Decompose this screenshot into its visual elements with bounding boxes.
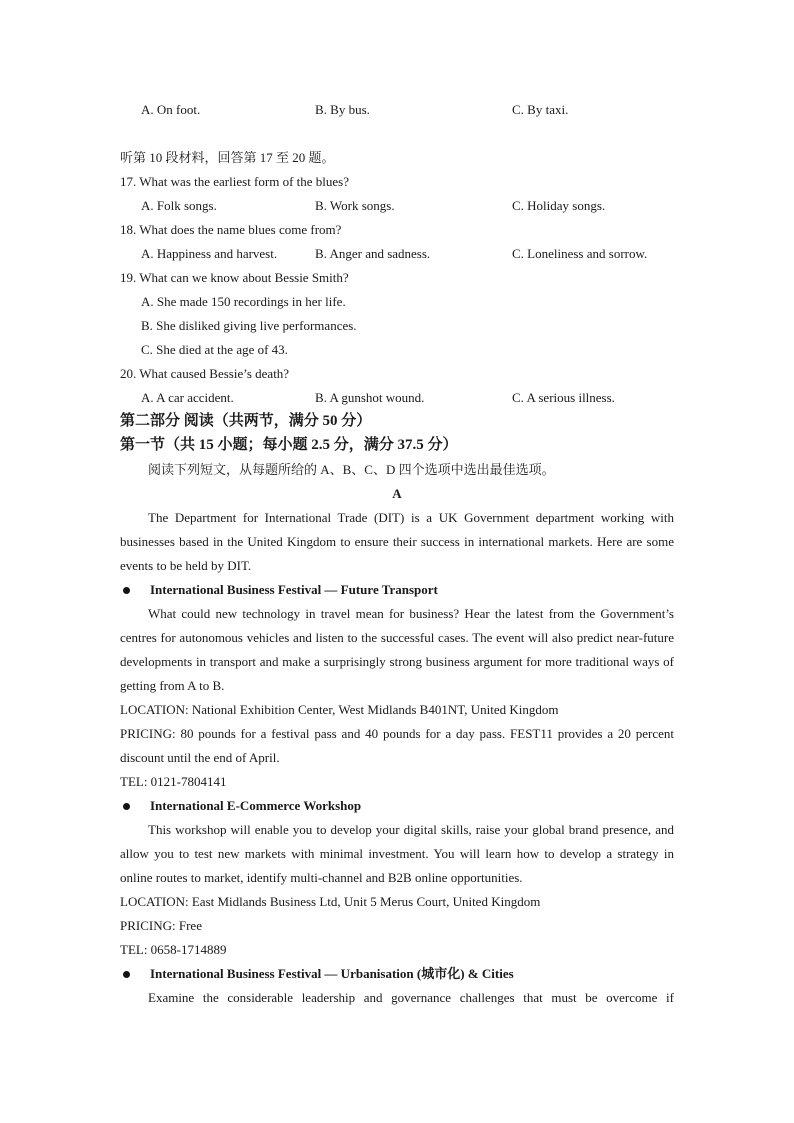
event-1-title: International Business Festival — Future Transport bbox=[150, 582, 438, 597]
reading-instructions: 阅读下列短文，从每题所给的 A、B、C、D 四个选项中选出最佳选项。 bbox=[148, 462, 555, 477]
q18-stem: 18. What does the name blues come from? bbox=[120, 222, 342, 237]
q17-options bbox=[141, 194, 701, 218]
bullet-icon bbox=[123, 587, 130, 594]
bullet-icon bbox=[123, 803, 130, 810]
q20-option-a: A. A car accident. bbox=[141, 390, 234, 405]
passage-label: A bbox=[392, 486, 402, 501]
q19-option-b: B. She disliked giving live performances. bbox=[141, 318, 357, 333]
event-3-title: International Business Festival — Urbanisation (城市化) & Cities bbox=[150, 966, 514, 981]
event-1-pricing: PRICING: 80 pounds for a festival pass and 40 pounds for a day pass. FEST11 provides a 20 percent discount until the end of April. bbox=[120, 726, 674, 765]
event-2-title-row bbox=[120, 794, 674, 818]
event-3-body: Examine the considerable leadership and governance challenges that must be overcome if bbox=[148, 990, 674, 1005]
q16-option-b: B. By bus. bbox=[315, 102, 370, 117]
q19-option-c: C. She died at the age of 43. bbox=[141, 342, 288, 357]
q16-options bbox=[141, 98, 701, 122]
event-2-pricing: PRICING: Free bbox=[120, 918, 202, 933]
q17-option-a: A. Folk songs. bbox=[141, 198, 217, 213]
q17-option-b: B. Work songs. bbox=[315, 198, 395, 213]
q17-stem: 17. What was the earliest form of the blues? bbox=[120, 174, 349, 189]
q20-option-c: C. A serious illness. bbox=[512, 390, 615, 405]
event-1-title-row bbox=[120, 578, 674, 602]
q18-options bbox=[141, 242, 701, 266]
event-3-title-row bbox=[120, 962, 674, 986]
event-1-body: What could new technology in travel mean for business? Hear the latest from the Government’s centres for autonomous vehicles and listen to the successful cases. The event will also predict near-future developments in transport and make a surprisingly strong business argument for more traditional ways of getting from A to B. bbox=[120, 606, 674, 693]
section10-intro: 听第 10 段材料，回答第 17 至 20 题。 bbox=[120, 150, 335, 165]
event-2-tel: TEL: 0658-1714889 bbox=[120, 942, 227, 957]
bullet-icon bbox=[123, 971, 130, 978]
q19-option-a: A. She made 150 recordings in her life. bbox=[141, 294, 346, 309]
passage-intro: The Department for International Trade (DIT) is a UK Government department working with businesses based in the United Kingdom to ensure their success in international markets. Here are some events to be held by DIT. bbox=[120, 510, 674, 573]
section1-heading: 第一节（共 15 小题；每小题 2.5 分，满分 37.5 分） bbox=[120, 437, 458, 453]
event-2-title: International E-Commerce Workshop bbox=[150, 798, 362, 813]
event-1-location: LOCATION: National Exhibition Center, West Midlands B401NT, United Kingdom bbox=[120, 702, 559, 717]
q17-option-c: C. Holiday songs. bbox=[512, 198, 606, 213]
event-2-location: LOCATION: East Midlands Business Ltd, Unit 5 Merus Court, United Kingdom bbox=[120, 894, 541, 909]
q18-option-b: B. Anger and sadness. bbox=[315, 246, 431, 261]
q18-option-a: A. Happiness and harvest. bbox=[141, 246, 278, 261]
q19-stem: 19. What can we know about Bessie Smith? bbox=[120, 270, 349, 285]
q20-option-b: B. A gunshot wound. bbox=[315, 390, 425, 405]
q16-option-a: A. On foot. bbox=[141, 102, 201, 117]
q20-options bbox=[141, 386, 701, 410]
q18-option-c: C. Loneliness and sorrow. bbox=[512, 246, 648, 261]
part2-heading: 第二部分 阅读（共两节，满分 50 分） bbox=[120, 413, 372, 429]
q20-stem: 20. What caused Bessie’s death? bbox=[120, 366, 290, 381]
event-2-body: This workshop will enable you to develop your digital skills, raise your global brand presence, and allow you to test new markets with minimal investment. You will learn how to develop a strategy in online routes to market, identify multi-channel and B2B online opportunities. bbox=[120, 822, 674, 885]
q16-option-c: C. By taxi. bbox=[512, 102, 569, 117]
event-1-tel: TEL: 0121-7804141 bbox=[120, 774, 227, 789]
